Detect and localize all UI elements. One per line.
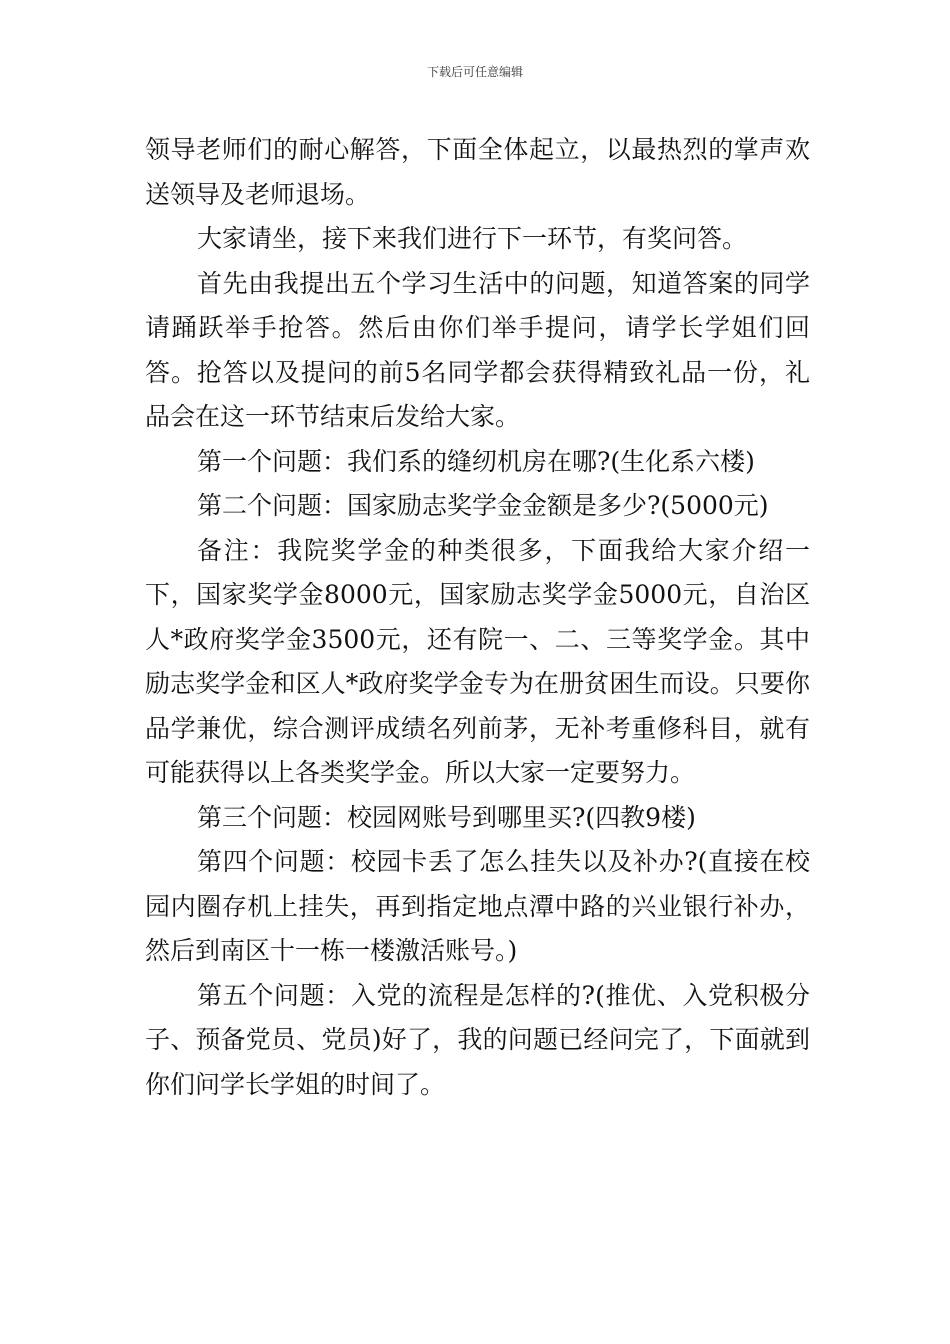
paragraph-question-4: 第四个问题：校园卡丢了怎么挂失以及补办?(直接在校园内圈存机上挂失，再到指定地点潭中路的兴业银行补办，然后到南区十一栋一楼激活账号。)	[145, 847, 810, 965]
paragraph-question-3: 第三个问题：校园网账号到哪里买?(四教9楼)	[197, 802, 696, 832]
document-body	[145, 128, 810, 1107]
paragraph-scholarship-note: 备注：我院奖学金的种类很多，下面我给大家介绍一下，国家奖学金8000元，国家励志奖学金5000元，自治区人*政府奖学金3500元，还有院一、二、三等奖学金。其中励志奖学金和区人*政府奖学金专为在册贫困生而设。只要你品学兼优，综合测评成绩名列前茅，无补考重修科目，就有可能获得以上各类奖学金。所以大家一定要努力。	[145, 535, 810, 787]
paragraph-question-2: 第二个问题：国家励志奖学金金额是多少?(5000元)	[197, 491, 769, 520]
paragraph-quiz-rules: 首先由我提出五个学习生活中的问题，知道答案的同学请踊跃举手抢答。然后由你们举手提问，请学长学姐们回答。抢答以及提问的前5名同学都会获得精致礼品一份，礼品会在这一环节结束后发给大家。	[145, 268, 810, 431]
paragraph-continued: 领导老师们的耐心解答，下面全体起立，以最热烈的掌声欢送领导及老师退场。	[145, 135, 810, 209]
page-header: 下载后可任意编辑	[426, 65, 523, 79]
paragraph-question-5: 第五个问题：入党的流程是怎样的?(推优、入党积极分子、预备党员、党员)好了，我的问题已经问完了，下面就到你们问学长学姐的时间了。	[145, 980, 810, 1099]
paragraph-quiz-intro: 大家请坐，接下来我们进行下一环节，有奖问答。	[197, 224, 748, 253]
paragraph-question-1: 第一个问题：我们系的缝纫机房在哪?(生化系六楼)	[197, 446, 755, 476]
